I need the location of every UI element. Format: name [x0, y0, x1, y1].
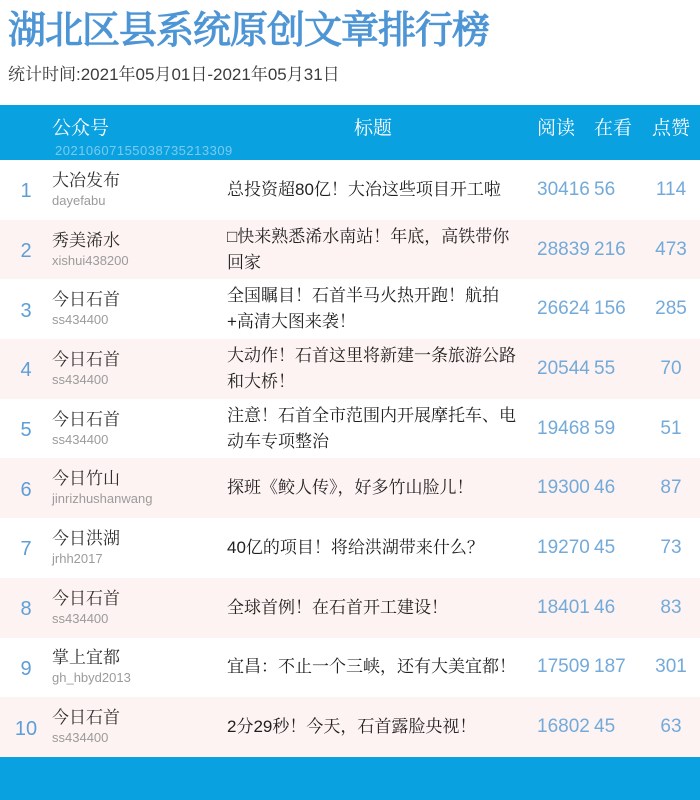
- table-header: [0, 105, 700, 160]
- watching-value: 45: [594, 536, 616, 558]
- rank-number: 6: [20, 478, 32, 501]
- rank-number: 1: [20, 180, 32, 203]
- account-name: 秀美浠水: [52, 230, 120, 250]
- page-title: 湖北区县系统原创文章排行榜: [8, 10, 490, 52]
- account-name: 今日洪湖: [52, 528, 120, 548]
- header-likes: 点赞: [651, 118, 690, 139]
- account-cell: [52, 468, 227, 508]
- account-cell: [52, 349, 227, 389]
- reads-value: 26624: [537, 298, 590, 320]
- table-row: [0, 220, 700, 280]
- rank-number: 5: [20, 419, 32, 442]
- article-title: 全国瞩目！石首半马火热开跑！航拍+高清大图来袭！: [227, 286, 499, 332]
- account-cell: [52, 289, 227, 329]
- watching-value: 156: [594, 298, 626, 320]
- likes-value: 73: [660, 536, 682, 558]
- header-title: 标题: [353, 118, 392, 139]
- article-title: □快来熟悉浠水南站！年底，高铁带你回家: [227, 226, 510, 272]
- table-row: [0, 518, 700, 578]
- watching-value: 187: [594, 656, 626, 678]
- table-row: [0, 697, 700, 757]
- footer-bar: [0, 757, 700, 800]
- reads-value: 19468: [537, 417, 590, 439]
- account-id: ss434400: [52, 312, 109, 328]
- account-cell: [52, 170, 227, 210]
- account-name: 今日石首: [52, 290, 120, 310]
- rank-number: 7: [20, 538, 32, 561]
- article-title: 2分29秒！今天，石首露脸央视！: [227, 717, 477, 737]
- likes-value: 285: [655, 298, 687, 320]
- table-row: [0, 279, 700, 339]
- account-cell: [52, 528, 227, 568]
- table-row: [0, 578, 700, 638]
- reads-value: 30416: [537, 178, 590, 200]
- watching-value: 59: [594, 417, 616, 439]
- rank-number: 10: [14, 717, 38, 740]
- account-cell: [52, 707, 227, 747]
- account-cell: [52, 647, 227, 687]
- rank-number: 3: [20, 299, 32, 322]
- watching-value: 45: [594, 716, 616, 738]
- table-row: [0, 399, 700, 459]
- reads-value: 16802: [537, 716, 590, 738]
- watching-value: 55: [594, 357, 616, 379]
- account-name: 大冶发布: [52, 170, 120, 190]
- account-name: 今日石首: [52, 349, 120, 369]
- likes-value: 301: [655, 656, 687, 678]
- likes-value: 70: [660, 357, 682, 379]
- account-id: jinrizhushanwang: [52, 491, 153, 507]
- header-watching: 在看: [594, 118, 633, 139]
- article-title: 探班《鲛人传》，好多竹山脸儿！: [227, 478, 474, 498]
- watching-value: 216: [594, 238, 626, 260]
- account-id: jrhh2017: [52, 550, 103, 566]
- table-row: [0, 638, 700, 698]
- article-title: 注意！石首全市范围内开展摩托车、电动车专项整治: [227, 405, 516, 451]
- table-row: [0, 160, 700, 220]
- article-title: 宜昌：不止一个三峡，还有大美宜都！: [227, 657, 516, 677]
- table-body: [0, 160, 700, 757]
- account-name: 掌上宜都: [52, 648, 120, 668]
- account-id: xishui438200: [52, 252, 129, 268]
- account-id: ss434400: [52, 610, 109, 626]
- likes-value: 87: [660, 477, 682, 499]
- rank-number: 2: [20, 240, 32, 263]
- article-title: 大动作！石首这里将新建一条旅游公路和大桥！: [227, 345, 516, 391]
- header-account: 公众号: [52, 118, 110, 139]
- reads-value: 28839: [537, 238, 590, 260]
- account-cell: [52, 588, 227, 628]
- article-title: 40亿的项目！将给洪湖带来什么？: [227, 537, 484, 557]
- watermark-number: 20210607155038735213309: [55, 143, 233, 158]
- likes-value: 51: [660, 417, 682, 439]
- account-cell: [52, 409, 227, 449]
- account-name: 今日石首: [52, 588, 120, 608]
- table-row: [0, 458, 700, 518]
- rank-number: 4: [20, 359, 32, 382]
- table-row: [0, 339, 700, 399]
- rank-number: 9: [20, 657, 32, 680]
- likes-value: 473: [655, 238, 687, 260]
- article-title: 全球首例！在石首开工建设！: [227, 597, 448, 617]
- reads-value: 20544: [537, 357, 590, 379]
- account-id: dayefabu: [52, 192, 106, 208]
- account-name: 今日石首: [52, 708, 120, 728]
- likes-value: 83: [660, 596, 682, 618]
- account-name: 今日石首: [52, 409, 120, 429]
- account-id: gh_hbyd2013: [52, 670, 131, 686]
- reads-value: 19300: [537, 477, 590, 499]
- watching-value: 56: [594, 178, 616, 200]
- likes-value: 63: [660, 716, 682, 738]
- watching-value: 46: [594, 596, 616, 618]
- reads-value: 18401: [537, 596, 590, 618]
- account-name: 今日竹山: [52, 469, 120, 489]
- account-id: ss434400: [52, 371, 109, 387]
- reads-value: 19270: [537, 536, 590, 558]
- stats-date-range: 统计时间:2021年05月01日-2021年05月31日: [8, 65, 340, 84]
- watching-value: 46: [594, 477, 616, 499]
- account-id: ss434400: [52, 431, 109, 447]
- header-reads: 阅读: [537, 118, 576, 139]
- article-title: 总投资超80亿！大冶这些项目开工啦: [227, 179, 501, 199]
- likes-value: 114: [655, 178, 687, 200]
- reads-value: 17509: [537, 656, 590, 678]
- account-cell: [52, 230, 227, 270]
- account-id: ss434400: [52, 730, 109, 746]
- rank-number: 8: [20, 598, 32, 621]
